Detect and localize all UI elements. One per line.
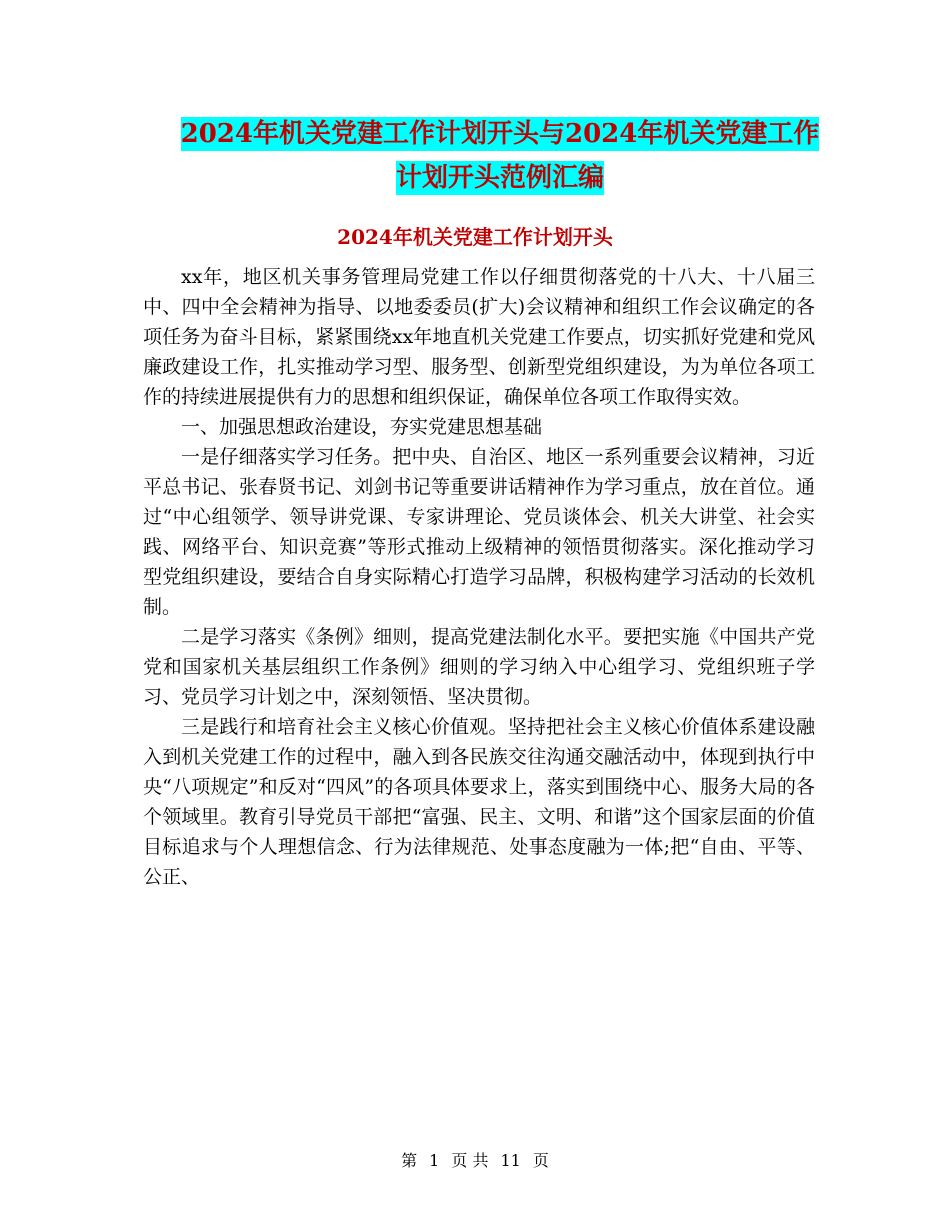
title-line-1: 2024年机关党建工作计划开头与2024年机关党建工作 bbox=[180, 119, 820, 149]
footer-prefix: 第 bbox=[401, 1151, 418, 1170]
paragraph: 一是仔细落实学习任务。把中央、自治区、地区一系列重要会议精神，习近平总书记、张春贤书记、刘剑书记等重要讲话精神作为学习重点，放在首位。通过“中心组领学、领导讲党课、专家讲理论、党员谈体会、机关大讲堂、社会实践、网络平台、知识竞赛”等形式推动上级精神的领悟贯彻落实。深化推动学习型党组织建设，要结合自身实际精心打造学习品牌，积极构建学习活动的长效机制。 bbox=[143, 446, 815, 618]
section-heading: 一、加强思想政治建设，夯实党建思想基础 bbox=[181, 416, 543, 438]
title-line-2: 计划开头范例汇编 bbox=[395, 163, 604, 193]
paragraph: xx年，地区机关事务管理局党建工作以仔细贯彻落党的十八大、十八届三中、四中全会精神为指导、以地委委员(扩大)会议精神和组织工作会议确定的各项任务为奋斗目标，紧紧围绕xx年地直机关党建工作要点，切实抓好党建和党风廉政建设工作，扎实推动学习型、服务型、创新型党组织建设，为为单位各项工作的持续进展提供有力的思想和组织保证，确保单位各项工作取得实效。 bbox=[143, 266, 815, 408]
page-total: 11 bbox=[500, 1151, 521, 1170]
body-text bbox=[143, 262, 815, 892]
footer-mid: 页 共 bbox=[451, 1151, 489, 1170]
document-title bbox=[140, 112, 860, 200]
section-title: 2024年机关党建工作计划开头 bbox=[337, 225, 613, 249]
paragraph: 二是学习落实《条例》细则，提高党建法制化水平。要把实施《中国共产党党和国家机关基层组织工作条例》细则的学习纳入中心组学习、党组织班子学习、党员学习计划之中，深刻领悟、坚决贯彻。 bbox=[143, 626, 815, 708]
page-number: 1 bbox=[429, 1151, 440, 1170]
paragraph: 三是践行和培育社会主义核心价值观。坚持把社会主义核心价值体系建设融入到机关党建工作的过程中，融入到各民族交往沟通交融活动中，体现到执行中央“八项规定”和反对“四风”的各项具体要求上，落实到围绕中心、服务大局的各个领域里。教育引导党员干部把“富强、民主、文明、和谐”这个国家层面的价值目标追求与个人理想信念、行为法律规范、处事态度融为一体;把“自由、平等、公正、 bbox=[143, 716, 815, 888]
page-footer bbox=[0, 1150, 950, 1172]
footer-suffix: 页 bbox=[532, 1151, 549, 1170]
